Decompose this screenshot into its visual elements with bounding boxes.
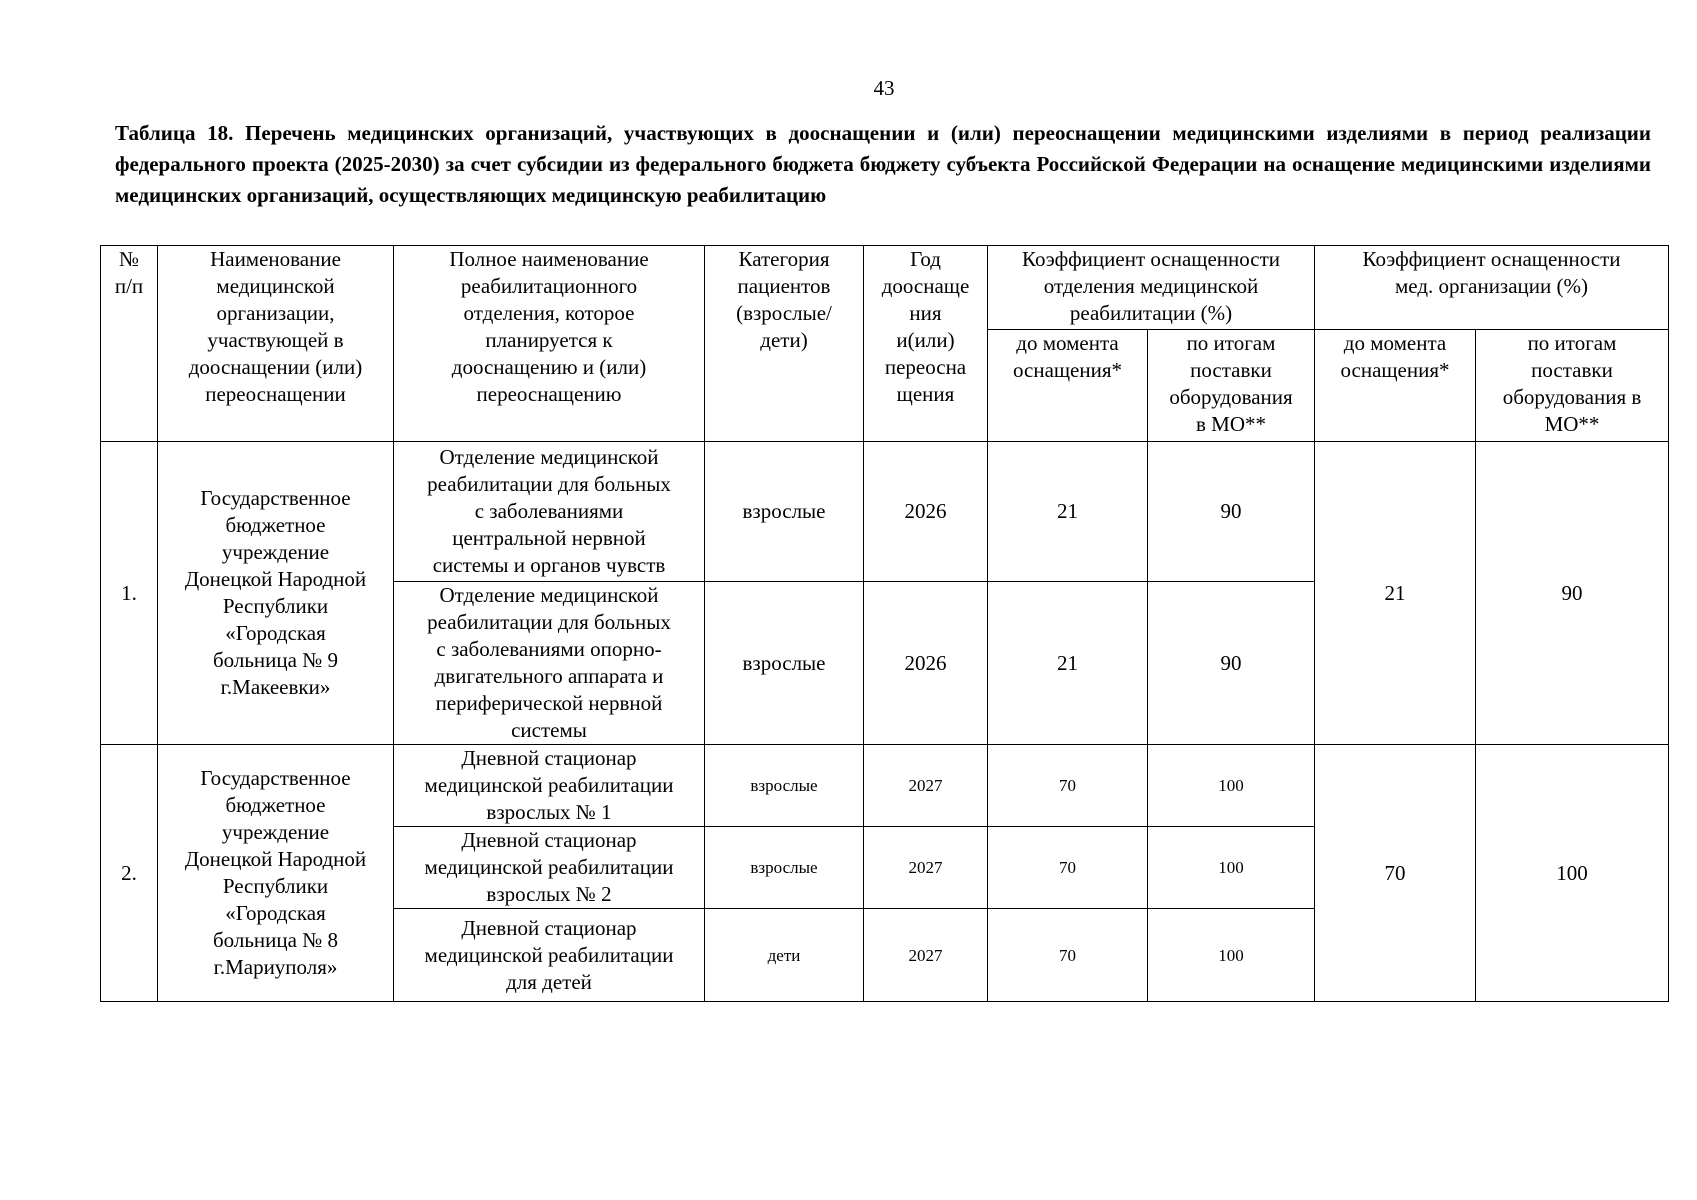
patient-category: дети [705,909,864,1002]
equip-year: 2027 [864,827,988,909]
header-department-coefficient: Коэффициент оснащенности отделения медицинской реабилитации (%) [988,246,1315,330]
department-name: Дневной стационар медицинской реабилитации для детей [394,909,705,1002]
page-number: 43 [873,76,895,100]
header-organization: Наименование медицинской организации, участвующей в дооснащении (или) переоснащении [158,246,394,442]
header-org-before: до момента оснащения* [1315,330,1476,442]
dept-coef-before: 70 [988,745,1148,827]
department-name: Отделение медицинской реабилитации для больных с заболеваниями центральной нервной системы и органов чувств [394,442,705,582]
header-organization-coefficient: Коэффициент оснащенности мед. организации (%) [1315,246,1669,330]
table-row [101,442,1669,582]
equip-year: 2027 [864,745,988,827]
row-number: 2. [101,745,158,1002]
table-row [101,745,1669,827]
dept-coef-before: 70 [988,909,1148,1002]
dept-coef-before: 21 [988,582,1148,745]
org-coef-after: 90 [1476,442,1669,745]
org-coef-after: 100 [1476,745,1669,1002]
header-department: Полное наименование реабилитационного отделения, которое планируется к дооснащению и (или) переоснащению [394,246,705,442]
header-org-after: по итогам поставки оборудования в МО** [1476,330,1669,442]
header-dept-before: до момента оснащения* [988,330,1148,442]
dept-coef-after: 100 [1148,909,1315,1002]
org-coef-before: 70 [1315,745,1476,1002]
department-name: Дневной стационар медицинской реабилитации взрослых № 1 [394,745,705,827]
dept-coef-after: 90 [1148,582,1315,745]
dept-coef-after: 100 [1148,827,1315,909]
equip-year: 2027 [864,909,988,1002]
patient-category: взрослые [705,582,864,745]
row-number: 1. [101,442,158,745]
org-coef-before: 21 [1315,442,1476,745]
header-dept-after: по итогам поставки оборудования в МО** [1148,330,1315,442]
dept-coef-before: 21 [988,442,1148,582]
organization-name: Государственное бюджетное учреждение Донецкой Народной Республики «Городская больница № 9 г.Макеевки» [158,442,394,745]
patient-category: взрослые [705,745,864,827]
patient-category: взрослые [705,827,864,909]
department-name: Отделение медицинской реабилитации для больных с заболеваниями опорно- двигательного аппарата и периферической нервной системы [394,582,705,745]
table-caption: Таблица 18. Перечень медицинских организаций, участвующих в дооснащении и (или) переоснащении медицинскими изделиями в период реализации федерального проекта (2025-2030) за счет субсидии из федерального бюджета бюджету субъекта Российской Федерации на оснащение медицинскими изделиями медицинских организаций, осуществляющих медицинскую реабилитацию [115,121,1651,207]
equip-year: 2026 [864,582,988,745]
equip-year: 2026 [864,442,988,582]
department-name: Дневной стационар медицинской реабилитации взрослых № 2 [394,827,705,909]
header-year: Год дооснаще ния и(или) переосна щения [864,246,988,442]
dept-coef-after: 90 [1148,442,1315,582]
patient-category: взрослые [705,442,864,582]
organization-name: Государственное бюджетное учреждение Донецкой Народной Республики «Городская больница № 8 г.Мариуполя» [158,745,394,1002]
organizations-table [100,245,1669,1002]
dept-coef-before: 70 [988,827,1148,909]
header-patient-category: Категория пациентов (взрослые/ дети) [705,246,864,442]
header-number: № п/п [101,246,158,442]
dept-coef-after: 100 [1148,745,1315,827]
